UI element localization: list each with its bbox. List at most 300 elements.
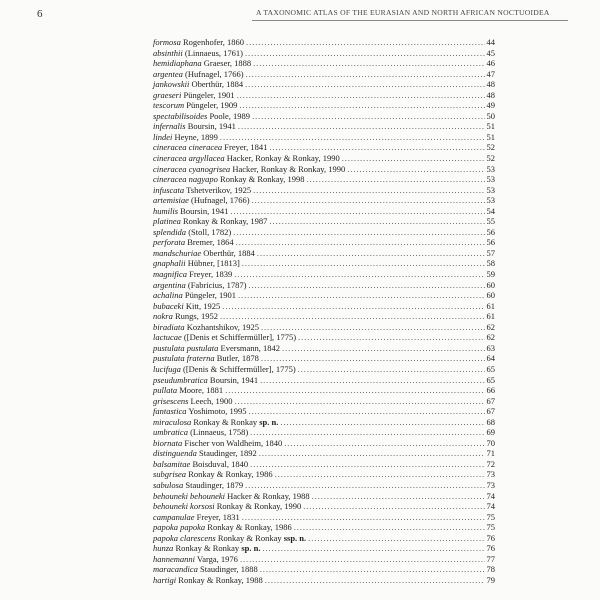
taxon-author: Kozhantshikov, 1925 <box>186 321 259 332</box>
taxon-author: Graeser, 1888 <box>203 58 252 69</box>
entry-text <box>153 533 306 544</box>
toc-entry <box>153 79 495 90</box>
entry-page-number: 74 <box>486 490 495 501</box>
dot-leader <box>242 512 485 523</box>
entry-text <box>153 332 296 343</box>
toc-entry <box>153 375 495 386</box>
taxon-name: mandschuriae <box>153 247 202 258</box>
taxon-author: Varga, 1976 <box>197 553 238 564</box>
dot-leader <box>303 501 484 512</box>
dot-leader <box>225 385 484 396</box>
entry-text <box>153 248 255 259</box>
toc-entry <box>153 343 495 354</box>
taxon-name: pullata <box>153 385 178 396</box>
entry-page-number: 75 <box>486 511 495 522</box>
entry-page-number: 57 <box>486 247 495 258</box>
taxon-author: Ronkay & Ronkay, 1987 <box>182 216 268 227</box>
entry-text <box>153 290 236 301</box>
taxon-name: cineracea cineracea <box>153 142 223 153</box>
taxon-name: graeseri <box>153 89 182 100</box>
entry-page-number: 66 <box>486 385 495 396</box>
entry-page-number: 53 <box>486 163 495 174</box>
dot-leader <box>250 427 484 438</box>
dot-leader <box>307 174 485 185</box>
page-header <box>0 0 600 22</box>
entry-page-number: 67 <box>486 406 495 417</box>
toc-entry <box>153 491 495 502</box>
toc-entry <box>153 174 495 185</box>
entry-text <box>153 480 243 491</box>
toc-entry <box>153 322 495 333</box>
taxon-author: Ronkay & Ronkay, 1986 <box>207 522 292 533</box>
toc-entry <box>153 258 495 269</box>
entry-text <box>153 575 263 586</box>
entry-text <box>153 554 238 565</box>
toc-entry <box>153 269 495 280</box>
entry-page-number: 61 <box>486 300 495 311</box>
taxon-name: infuscata <box>153 184 185 195</box>
toc-entry <box>153 459 495 470</box>
toc-entry <box>153 364 495 375</box>
dot-leader <box>275 469 485 480</box>
entry-text <box>153 385 223 396</box>
toc-entry <box>153 301 495 312</box>
dot-leader <box>235 396 485 407</box>
dot-leader <box>280 417 484 428</box>
taxon-name: perforata <box>153 237 186 248</box>
taxon-name: sabulosa <box>153 479 184 490</box>
dot-leader <box>252 195 485 206</box>
entry-text <box>153 58 251 69</box>
dot-leader <box>245 48 485 59</box>
taxon-name: splendida <box>153 226 187 237</box>
entry-page-number: 55 <box>486 216 495 227</box>
entry-text <box>153 543 260 554</box>
entry-text <box>153 206 228 217</box>
toc-entry <box>153 237 495 248</box>
entry-page-number: 51 <box>486 121 495 132</box>
dot-leader <box>284 438 484 449</box>
entry-page-number: 76 <box>486 532 495 543</box>
dot-leader <box>250 459 484 470</box>
taxon-name: hannemanni <box>153 553 196 564</box>
toc-entry <box>153 512 495 523</box>
dot-leader <box>257 248 485 259</box>
taxon-author: Püngeler, 1909 <box>186 100 238 111</box>
entry-text <box>153 111 250 122</box>
taxon-author: Fischer von Waldheim, 1840 <box>184 437 283 448</box>
toc-entry <box>153 111 495 122</box>
toc-entry <box>153 575 495 586</box>
taxon-name: cineracea cyanogrisea <box>153 163 231 174</box>
taxon-author: (Fabricius, 1787) <box>187 279 247 290</box>
taxon-author: Bremer, 1864 <box>187 237 234 248</box>
taxon-name: argentina <box>153 279 186 290</box>
taxon-name: spectabilisoides <box>153 110 208 121</box>
taxon-author: Hacker, Ronkay & Ronkay, 1990 <box>226 153 340 164</box>
toc-entry <box>153 37 495 48</box>
entry-text <box>153 100 237 111</box>
taxon-author: Boursin, 1941 <box>209 374 259 385</box>
taxon-name: bubaceki <box>153 300 184 311</box>
entry-text <box>153 269 232 280</box>
taxon-author: (Hufnagel, 1766) <box>185 68 244 79</box>
toc-entry <box>153 69 495 80</box>
entry-text <box>153 417 278 428</box>
toc-entry <box>153 469 495 480</box>
dot-leader <box>298 364 485 375</box>
entry-text <box>153 280 246 291</box>
entry-text <box>153 301 220 312</box>
taxon-author: Boisduval, 1840 <box>192 458 249 469</box>
dot-leader <box>248 280 484 291</box>
taxon-name: infernalis <box>153 121 186 132</box>
entry-page-number: 58 <box>486 258 495 269</box>
entry-text <box>153 79 243 90</box>
taxon-name: miraculosa <box>153 416 192 427</box>
entry-page-number: 54 <box>486 205 495 216</box>
taxon-author: Poole, 1989 <box>209 110 251 121</box>
taxon-author: Püngeler, 1901 <box>183 89 235 100</box>
taxon-author: Oberthür, 1884 <box>203 247 255 258</box>
entry-text <box>153 237 234 248</box>
entry-text <box>153 174 305 185</box>
entry-text <box>153 185 251 196</box>
entry-page-number: 65 <box>486 374 495 385</box>
entry-text <box>153 406 247 417</box>
entry-text <box>153 564 258 575</box>
toc-entry <box>153 90 495 101</box>
toc-entry <box>153 501 495 512</box>
entry-page-number: 71 <box>486 448 495 459</box>
taxon-name: achalina <box>153 290 183 301</box>
entry-text <box>153 258 240 269</box>
toc-entry <box>153 543 495 554</box>
taxon-author: Tshetverikov, 1925 <box>186 184 252 195</box>
header-rule <box>252 20 568 21</box>
page-number: 6 <box>37 8 43 20</box>
toc-entry <box>153 353 495 364</box>
dot-leader <box>260 564 485 575</box>
dot-leader <box>246 69 485 80</box>
entry-page-number: 52 <box>486 153 495 164</box>
dot-leader <box>253 58 484 69</box>
dot-leader <box>259 448 485 459</box>
dot-leader <box>252 111 484 122</box>
entry-page-number: 56 <box>486 226 495 237</box>
taxon-author: Rogenhofer, 1860 <box>183 37 245 47</box>
entry-page-number: 59 <box>486 269 495 280</box>
entry-text <box>153 501 301 512</box>
entry-page-number: 78 <box>486 564 495 575</box>
taxon-name: biradiata <box>153 321 185 332</box>
taxon-author: Ronkay & Ronkay, 1990 <box>216 501 302 512</box>
taxon-name: magnifica <box>153 269 187 280</box>
entry-text <box>153 227 231 238</box>
taxon-author: ([Denis & Schiffermüller], 1775) <box>182 363 296 374</box>
entry-text <box>153 522 292 533</box>
taxon-name: formosa <box>153 37 181 47</box>
entry-page-number: 60 <box>486 279 495 290</box>
toc-entry <box>153 227 495 238</box>
taxon-author: Ronkay & Ronkay <box>217 532 282 543</box>
taxon-name: cineracea argyllacea <box>153 153 225 164</box>
taxon-name: lindei <box>153 131 173 142</box>
taxon-author: Freyer, 1841 <box>224 142 268 153</box>
taxon-name: absinthii <box>153 47 183 58</box>
dot-leader <box>220 311 485 322</box>
taxon-author: Eversmann, 1842 <box>220 342 281 353</box>
new-taxon-tag: ssp. n. <box>283 532 307 543</box>
dot-leader <box>242 258 485 269</box>
taxon-name: cineracea nagyapo <box>153 174 218 185</box>
taxon-author: (Stoll, 1782) <box>188 226 232 237</box>
dot-leader <box>237 90 485 101</box>
entry-page-number: 48 <box>486 89 495 100</box>
dot-leader <box>269 142 484 153</box>
dot-leader <box>260 375 484 386</box>
entry-page-number: 45 <box>486 47 495 58</box>
dot-leader <box>265 575 485 586</box>
dot-leader <box>245 79 484 90</box>
toc-entry <box>153 48 495 59</box>
toc-entry <box>153 406 495 417</box>
taxon-author: Rungs, 1952 <box>174 311 218 322</box>
toc-entry <box>153 417 495 428</box>
new-taxon-tag: sp. n. <box>241 543 261 554</box>
taxon-name: grisescens <box>153 395 189 406</box>
toc-entry <box>153 533 495 544</box>
dot-leader <box>230 206 484 217</box>
dot-leader <box>245 480 484 491</box>
toc-entry <box>153 311 495 322</box>
entry-page-number: 50 <box>486 110 495 121</box>
entry-text <box>153 153 340 164</box>
toc-entry <box>153 280 495 291</box>
entry-text <box>153 438 282 449</box>
dot-leader <box>246 37 484 48</box>
toc-entry <box>153 58 495 69</box>
entry-page-number: 53 <box>486 174 495 185</box>
toc-entry <box>153 100 495 111</box>
dot-leader <box>240 554 485 565</box>
taxon-name: campanulae <box>153 511 195 522</box>
entry-page-number: 69 <box>486 427 495 438</box>
taxon-author: (Hufnagel, 1766) <box>191 195 250 206</box>
entry-page-number: 47 <box>486 68 495 79</box>
toc-entry <box>153 132 495 143</box>
entry-page-number: 52 <box>486 142 495 153</box>
entry-text <box>153 311 218 322</box>
entry-page-number: 79 <box>486 574 495 585</box>
entry-page-number: 73 <box>486 469 495 480</box>
dot-leader <box>262 543 484 554</box>
entry-text <box>153 142 267 153</box>
dot-leader <box>236 237 485 248</box>
taxon-name: pustulata fraterna <box>153 353 215 364</box>
entry-page-number: 61 <box>486 311 495 322</box>
dot-leader <box>294 522 485 533</box>
dot-leader <box>298 332 484 343</box>
taxon-name: hemidiaphana <box>153 58 202 69</box>
taxon-name: papoka clarescens <box>153 532 216 543</box>
taxon-author: Staudinger, 1888 <box>199 564 258 575</box>
dot-leader <box>261 322 485 333</box>
entry-text <box>153 459 248 470</box>
taxon-name: pseudumbratica <box>153 374 208 385</box>
entry-text <box>153 37 244 48</box>
entry-text <box>153 48 243 59</box>
entry-text <box>153 396 233 407</box>
entry-page-number: 51 <box>486 131 495 142</box>
taxon-author: ([Denis et Schiffermüller], 1775) <box>183 332 297 343</box>
entry-text <box>153 121 236 132</box>
entry-page-number: 62 <box>486 321 495 332</box>
dot-leader <box>347 164 484 175</box>
entry-page-number: 76 <box>486 543 495 554</box>
taxon-author: (Linnaeus, 1758) <box>190 427 249 438</box>
entry-page-number: 56 <box>486 237 495 248</box>
dot-leader <box>269 216 484 227</box>
entry-page-number: 68 <box>486 416 495 427</box>
entry-text <box>153 448 257 459</box>
toc-entry <box>153 554 495 565</box>
taxon-author: Butler, 1878 <box>216 353 259 364</box>
taxon-author: Püngeler, 1901 <box>184 290 236 301</box>
toc-entry <box>153 216 495 227</box>
entry-text <box>153 512 240 523</box>
entry-text <box>153 469 273 480</box>
toc-entry <box>153 385 495 396</box>
taxon-author: Ronkay & Ronkay, 1986 <box>188 469 273 480</box>
taxon-author: Moore, 1881 <box>179 385 224 396</box>
toc-entry <box>153 332 495 343</box>
entry-page-number: 77 <box>486 553 495 564</box>
taxon-author: Heyne, 1899 <box>174 131 218 142</box>
entry-text <box>153 427 248 438</box>
taxon-name: distinguenda <box>153 448 197 459</box>
dot-leader <box>238 290 485 301</box>
taxon-name: lactucae <box>153 332 182 343</box>
toc-entry <box>153 142 495 153</box>
taxon-author: Yoshimoto, 1995 <box>188 406 247 417</box>
toc-entry <box>153 153 495 164</box>
taxon-name: behouneki behouneki <box>153 490 225 501</box>
taxon-author: Ronkay & Ronkay, 1998 <box>220 174 305 185</box>
taxon-name: lucifuga <box>153 363 181 374</box>
taxon-author: Hacker & Ronkay, 1988 <box>227 490 310 501</box>
dot-leader <box>308 533 484 544</box>
entry-page-number: 73 <box>486 479 495 490</box>
new-taxon-tag: sp. n. <box>259 416 279 427</box>
taxon-name: tescorum <box>153 100 185 111</box>
entry-text <box>153 69 244 80</box>
taxon-author: Staudinger, 1879 <box>185 479 244 490</box>
toc-entry <box>153 185 495 196</box>
dot-leader <box>249 406 485 417</box>
entry-page-number: 62 <box>486 332 495 343</box>
taxon-name: argentea <box>153 68 183 79</box>
entry-page-number: 72 <box>486 458 495 469</box>
entry-text <box>153 132 218 143</box>
toc-entry <box>153 195 495 206</box>
dot-leader <box>239 100 484 111</box>
entry-text <box>153 364 296 375</box>
dot-leader <box>234 269 484 280</box>
running-title: A TAXONOMIC ATLAS OF THE EURASIAN AND NORTH AFRICAN NOCTUOIDEA <box>256 8 550 17</box>
entry-page-number: 48 <box>486 79 495 90</box>
entry-text <box>153 164 345 175</box>
entry-text <box>153 491 310 502</box>
entry-page-number: 75 <box>486 522 495 533</box>
taxon-author: Freyer, 1831 <box>196 511 240 522</box>
taxon-name: umbratica <box>153 427 188 438</box>
taxon-author: (Linnaeus, 1761) <box>184 47 243 58</box>
taxon-name: gnaphalii <box>153 258 186 269</box>
dot-leader <box>220 132 485 143</box>
toc-entry <box>153 121 495 132</box>
taxon-author: Oberthür, 1884 <box>191 79 244 90</box>
toc-entry <box>153 206 495 217</box>
entry-page-number: 63 <box>486 342 495 353</box>
entry-text <box>153 343 280 354</box>
toc-entry <box>153 564 495 575</box>
entry-page-number: 67 <box>486 395 495 406</box>
dot-leader <box>282 343 484 354</box>
table-of-contents <box>153 37 495 585</box>
taxon-name: behouneki korsosi <box>153 501 215 512</box>
entry-page-number: 74 <box>486 501 495 512</box>
toc-entry <box>153 448 495 459</box>
entry-page-number: 53 <box>486 184 495 195</box>
taxon-name: hartigi <box>153 574 177 585</box>
entry-text <box>153 216 267 227</box>
taxon-author: Ronkay & Ronkay, 1988 <box>178 574 263 585</box>
entry-text <box>153 322 259 333</box>
taxon-name: humilis <box>153 205 179 216</box>
dot-leader <box>342 153 485 164</box>
taxon-author: Staudinger, 1892 <box>199 448 257 459</box>
taxon-author: Hacker, Ronkay & Ronkay, 1990 <box>232 163 346 174</box>
toc-entry <box>153 522 495 533</box>
entry-page-number: 49 <box>486 100 495 111</box>
toc-entry <box>153 248 495 259</box>
dot-leader <box>261 353 485 364</box>
toc-entry <box>153 164 495 175</box>
taxon-author: Kitt, 1925 <box>185 300 221 311</box>
toc-entry <box>153 427 495 438</box>
toc-entry <box>153 290 495 301</box>
taxon-author: Boursin, 1941 <box>187 121 236 132</box>
taxon-name: subgrisea <box>153 469 187 480</box>
taxon-name: biornata <box>153 437 183 448</box>
taxon-name: papoka papoka <box>153 522 206 533</box>
entry-page-number: 46 <box>486 58 495 69</box>
dot-leader <box>253 185 484 196</box>
taxon-author: Hübner, [1813] <box>187 258 240 269</box>
entry-page-number: 53 <box>486 195 495 206</box>
taxon-name: nokra <box>153 311 173 322</box>
taxon-author: Freyer, 1839 <box>189 269 233 280</box>
taxon-name: maracandica <box>153 564 198 575</box>
entry-page-number: 65 <box>486 363 495 374</box>
taxon-name: jankowskii <box>153 79 190 90</box>
taxon-author: Leech, 1900 <box>190 395 233 406</box>
taxon-name: fantastica <box>153 406 187 417</box>
taxon-author: Boursin, 1941 <box>180 205 229 216</box>
dot-leader <box>238 121 485 132</box>
entry-text <box>153 90 235 101</box>
